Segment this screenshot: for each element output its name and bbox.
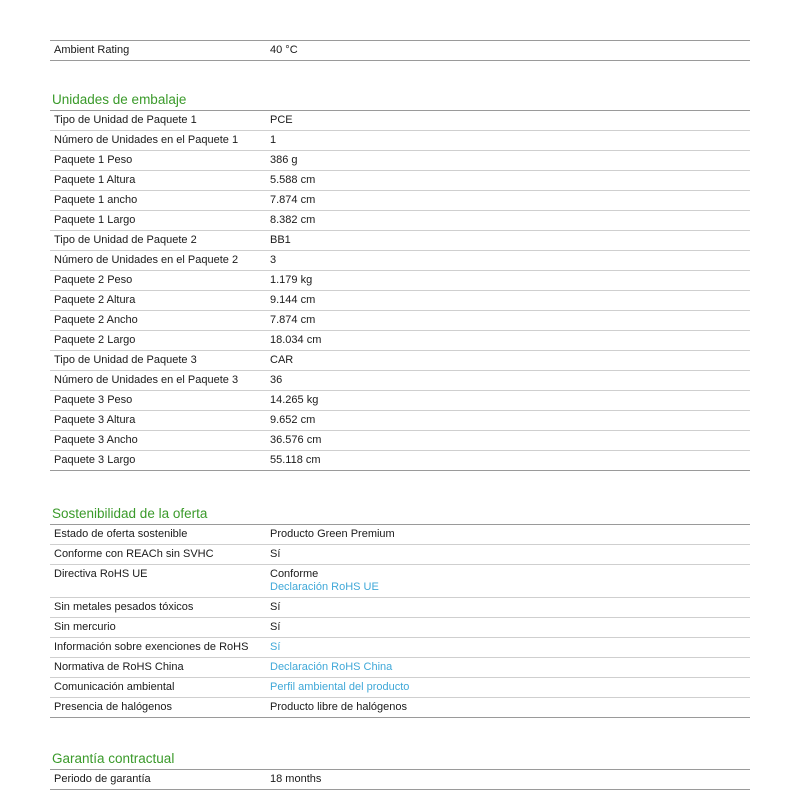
spec-label: Paquete 1 Largo xyxy=(50,211,261,231)
spec-row xyxy=(50,41,750,61)
spec-value-cell xyxy=(261,658,750,678)
spec-label: Estado de oferta sostenible xyxy=(50,525,261,545)
spec-link[interactable]: Perfil ambiental del producto xyxy=(270,681,410,693)
spec-value-cell xyxy=(261,251,750,271)
section-warranty xyxy=(50,748,750,790)
section-title-packaging: Unidades de embalaje xyxy=(50,89,750,111)
spec-value-cell xyxy=(261,271,750,291)
spec-label: Paquete 2 Ancho xyxy=(50,311,261,331)
spec-row xyxy=(50,698,750,718)
spec-label: Tipo de Unidad de Paquete 1 xyxy=(50,111,261,131)
spec-value-cell xyxy=(261,391,750,411)
spec-table-packaging xyxy=(50,111,750,471)
spec-value: 18 months xyxy=(270,773,322,785)
spec-value-cell xyxy=(261,525,750,545)
spec-label: Presencia de halógenos xyxy=(50,698,261,718)
spec-value-cell xyxy=(261,565,750,598)
section-ambient xyxy=(50,40,750,61)
spec-row xyxy=(50,598,750,618)
spec-value-cell xyxy=(261,638,750,658)
spec-value-cell xyxy=(261,598,750,618)
spec-value-cell xyxy=(261,431,750,451)
spec-table-warranty xyxy=(50,770,750,790)
spec-value: CAR xyxy=(270,354,294,366)
spec-label: Tipo de Unidad de Paquete 2 xyxy=(50,231,261,251)
spec-value-cell xyxy=(261,698,750,718)
spec-value-cell xyxy=(261,131,750,151)
spec-value: PCE xyxy=(270,114,293,126)
spec-value: 36.576 cm xyxy=(270,434,322,446)
spec-value: 1 xyxy=(270,134,277,146)
spec-value-cell xyxy=(261,41,750,61)
spec-value: 18.034 cm xyxy=(270,334,322,346)
spec-row xyxy=(50,131,750,151)
spec-label: Número de Unidades en el Paquete 3 xyxy=(50,371,261,391)
spec-value-cell xyxy=(261,545,750,565)
spec-row xyxy=(50,371,750,391)
spec-link[interactable]: Declaración RoHS UE xyxy=(270,581,379,593)
spec-value: 36 xyxy=(270,374,283,386)
spec-label: Periodo de garantía xyxy=(50,770,261,790)
spec-row xyxy=(50,251,750,271)
spec-value-cell xyxy=(261,331,750,351)
spec-value-cell xyxy=(261,211,750,231)
spec-value: 7.874 cm xyxy=(270,194,316,206)
spec-row xyxy=(50,618,750,638)
section-packaging xyxy=(50,89,750,471)
spec-label: Información sobre exenciones de RoHS xyxy=(50,638,261,658)
spec-row xyxy=(50,411,750,431)
spec-value-cell xyxy=(261,618,750,638)
spec-value-cell xyxy=(261,111,750,131)
spec-value-cell xyxy=(261,171,750,191)
section-title-warranty: Garantía contractual xyxy=(50,748,750,770)
spec-label: Número de Unidades en el Paquete 1 xyxy=(50,131,261,151)
spec-value-cell xyxy=(261,678,750,698)
spec-row xyxy=(50,291,750,311)
spec-label: Directiva RoHS UE xyxy=(50,565,261,598)
spec-label: Sin metales pesados tóxicos xyxy=(50,598,261,618)
spec-row xyxy=(50,231,750,251)
spec-label: Paquete 3 Largo xyxy=(50,451,261,471)
spec-row xyxy=(50,638,750,658)
spec-label: Tipo de Unidad de Paquete 3 xyxy=(50,351,261,371)
spec-row xyxy=(50,171,750,191)
spec-value-cell xyxy=(261,231,750,251)
spec-value: 55.118 cm xyxy=(270,454,321,466)
spec-value: 9.144 cm xyxy=(270,294,316,306)
spec-value-cell xyxy=(261,411,750,431)
section-sustainability xyxy=(50,503,750,718)
spec-label: Comunicación ambiental xyxy=(50,678,261,698)
spec-value: 386 g xyxy=(270,154,298,166)
spec-row xyxy=(50,391,750,411)
spec-value-cell xyxy=(261,451,750,471)
spec-value-cell xyxy=(261,770,750,790)
spec-row xyxy=(50,451,750,471)
spec-row xyxy=(50,111,750,131)
spec-value-cell xyxy=(261,371,750,391)
spec-value: 5.588 cm xyxy=(270,174,316,186)
spec-row xyxy=(50,525,750,545)
spec-row xyxy=(50,271,750,291)
spec-value: 40 °C xyxy=(270,44,298,56)
spec-row xyxy=(50,545,750,565)
spec-label: Normativa de RoHS China xyxy=(50,658,261,678)
spec-row xyxy=(50,431,750,451)
spec-value-cell xyxy=(261,151,750,171)
spec-value: Producto libre de halógenos xyxy=(270,701,407,713)
spec-row xyxy=(50,678,750,698)
spec-row xyxy=(50,211,750,231)
spec-link[interactable]: Declaración RoHS China xyxy=(270,661,393,673)
spec-label: Paquete 3 Altura xyxy=(50,411,261,431)
spec-value-cell xyxy=(261,311,750,331)
spec-label: Paquete 1 ancho xyxy=(50,191,261,211)
spec-value: BB1 xyxy=(270,234,291,246)
spec-row xyxy=(50,565,750,598)
spec-label: Paquete 2 Peso xyxy=(50,271,261,291)
spec-value: Sí xyxy=(270,621,281,633)
spec-label: Paquete 2 Largo xyxy=(50,331,261,351)
spec-value-cell xyxy=(261,351,750,371)
spec-label: Paquete 2 Altura xyxy=(50,291,261,311)
spec-value: Sí xyxy=(270,548,281,560)
spec-row xyxy=(50,770,750,790)
spec-label: Ambient Rating xyxy=(50,41,261,61)
spec-row xyxy=(50,151,750,171)
spec-value-cell xyxy=(261,191,750,211)
spec-value: 9.652 cm xyxy=(270,414,316,426)
spec-value: 3 xyxy=(270,254,277,266)
spec-row xyxy=(50,311,750,331)
spec-value: Sí xyxy=(270,601,281,613)
spec-value: Producto Green Premium xyxy=(270,528,395,540)
spec-value-cell xyxy=(261,291,750,311)
spec-label: Número de Unidades en el Paquete 2 xyxy=(50,251,261,271)
section-title-sustainability: Sostenibilidad de la oferta xyxy=(50,503,750,525)
spec-label: Paquete 3 Ancho xyxy=(50,431,261,451)
spec-table-sustainability xyxy=(50,525,750,718)
spec-value: 14.265 kg xyxy=(270,394,319,406)
spec-table-ambient xyxy=(50,40,750,61)
spec-sheet xyxy=(50,40,750,790)
spec-label: Sin mercurio xyxy=(50,618,261,638)
spec-value: 1.179 kg xyxy=(270,274,313,286)
spec-link[interactable]: Sí xyxy=(270,641,281,653)
spec-row xyxy=(50,351,750,371)
spec-label: Paquete 3 Peso xyxy=(50,391,261,411)
spec-value: Conforme xyxy=(270,568,319,580)
spec-row xyxy=(50,658,750,678)
spec-label: Paquete 1 Peso xyxy=(50,151,261,171)
spec-label: Paquete 1 Altura xyxy=(50,171,261,191)
spec-label: Conforme con REACh sin SVHC xyxy=(50,545,261,565)
spec-value: 8.382 cm xyxy=(270,214,316,226)
spec-row xyxy=(50,191,750,211)
spec-value: 7.874 cm xyxy=(270,314,316,326)
spec-row xyxy=(50,331,750,351)
